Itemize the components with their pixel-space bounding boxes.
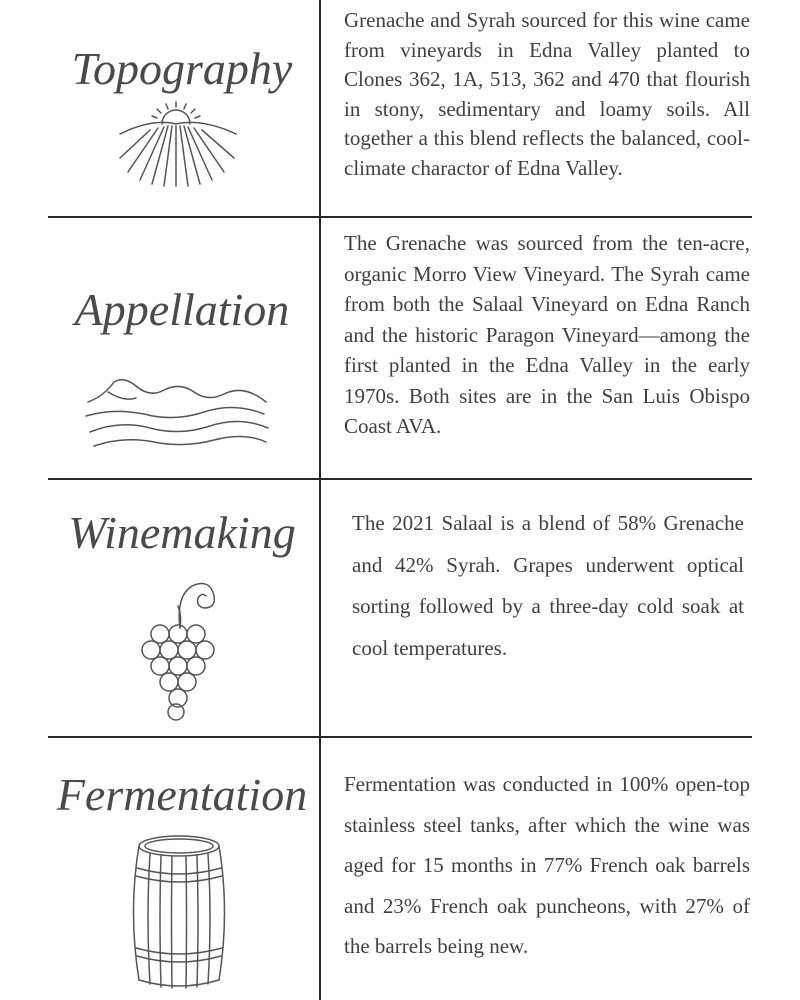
section-text-topography: Grenache and Syrah sourced for this wine came from vineyards in Edna Valley planted to Clones 362, 1A, 513, 362 and 470 that flourish in stony, sedimentary and loamy soils. All together a this blend reflects the balanced, cool-climate charactor of Edna Valley.	[344, 8, 750, 180]
section-title-appellation: Appellation	[74, 284, 290, 335]
section-divider	[48, 216, 752, 218]
section-divider	[48, 736, 752, 738]
section-title-topography: Topography	[71, 43, 293, 94]
wine-barrel-icon	[128, 832, 230, 992]
section-text-fermentation: Fermentation was conducted in 100% open-top stainless steel tanks, after which the wine was aged for 15 months in 77% French oak barrels and 23% French oak puncheons, with 27% of the barrels being new.	[344, 772, 750, 958]
grape-cluster-icon	[136, 576, 220, 722]
column-divider	[319, 0, 321, 1000]
section-text-appellation: The Grenache was sourced from the ten-acre, organic Morro View Vineyard. The Syrah came from both the Salaal Vineyard on Edna Ranch and the historic Paragon Vineyard—among the first planted in the Edna Valley in the early 1970s. Both sites are in the San Luis Obispo Coast AVA.	[344, 231, 750, 438]
section-title-winemaking: Winemaking	[68, 507, 296, 558]
sun-over-vineyard-rows-icon	[112, 100, 242, 190]
section-divider	[48, 478, 752, 480]
section-title-fermentation: Fermentation	[56, 769, 308, 820]
mountain-ridges-icon	[84, 372, 270, 454]
section-text-winemaking: The 2021 Salaal is a blend of 58% Grenache and 42% Syrah. Grapes underwent optical sorting followed by a three-day cold soak at cool temperatures.	[352, 511, 744, 660]
